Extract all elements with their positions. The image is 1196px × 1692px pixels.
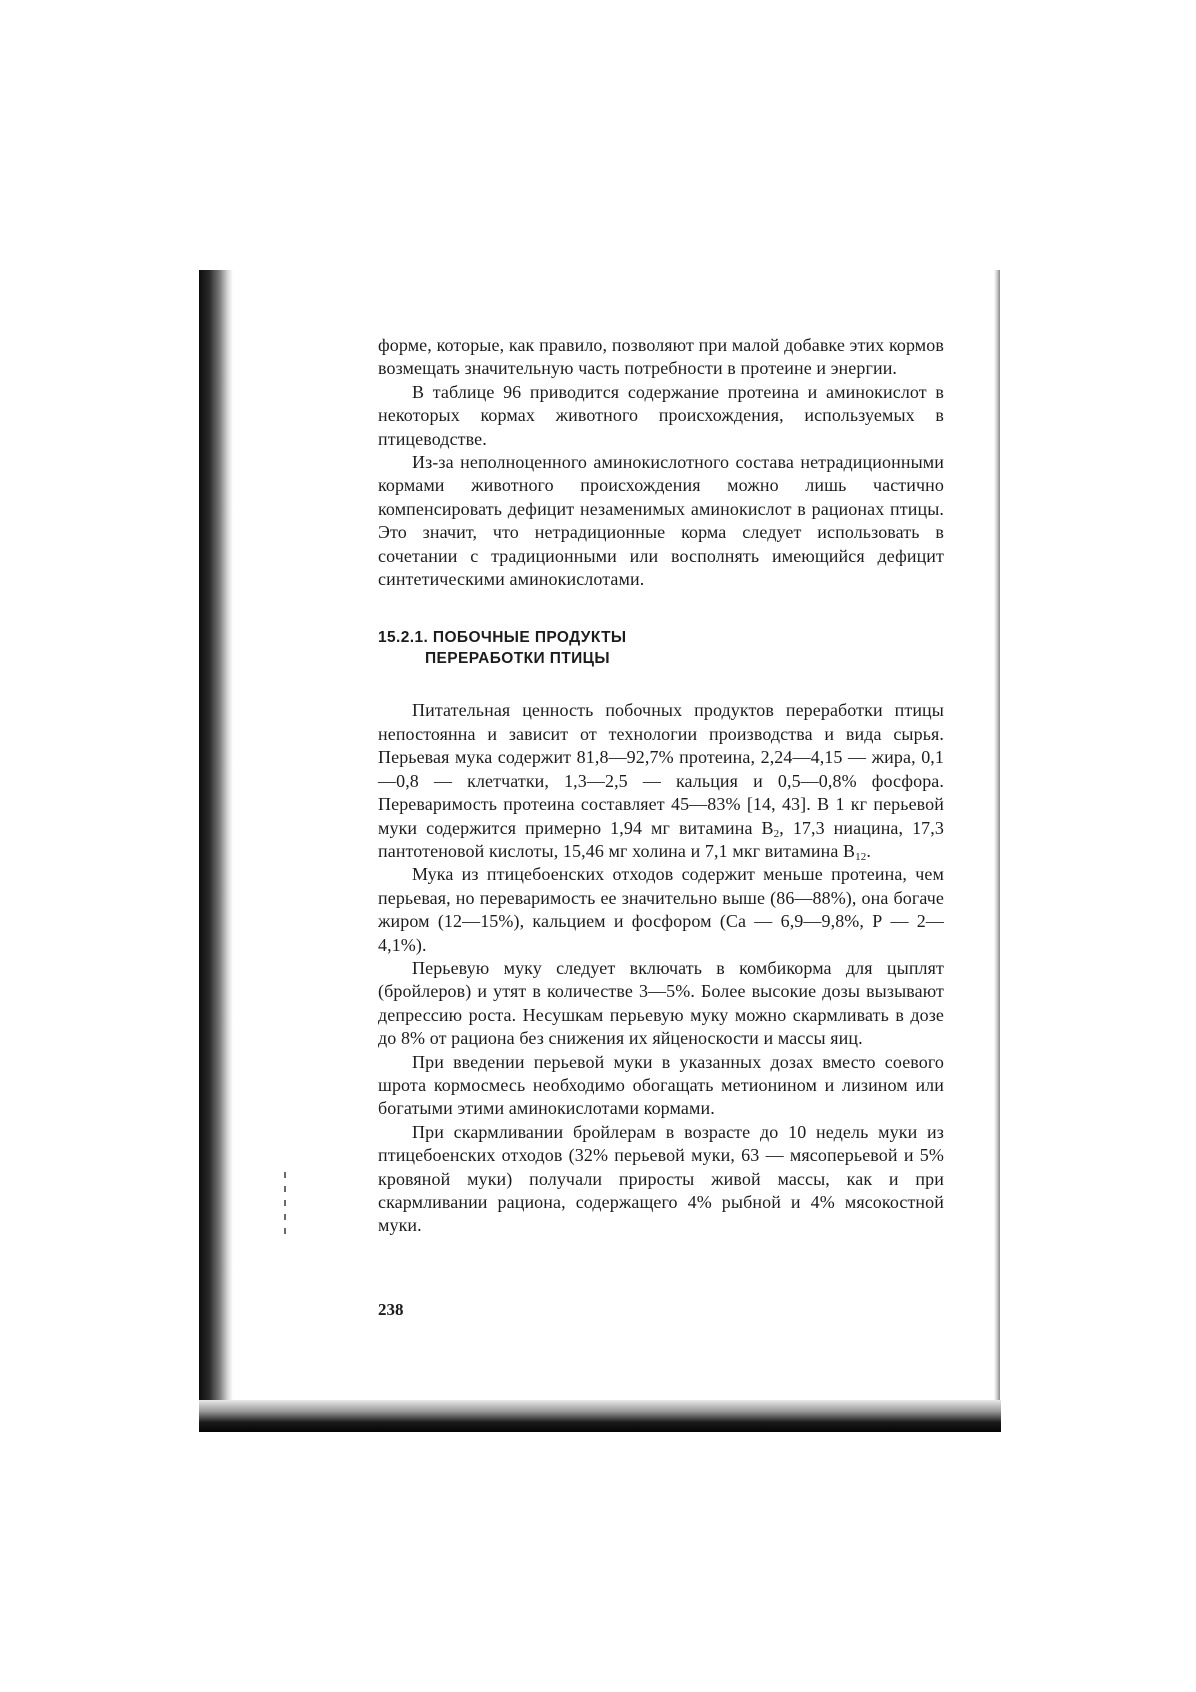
subscript-b2: 2: [773, 827, 780, 840]
margin-marks: [284, 1172, 286, 1242]
paragraph-table-96: В таблице 96 приводится содержание протеина и аминокислот в некоторых кормах животного происхождения, используемых в птицеводстве.: [378, 381, 944, 449]
section-number: 15.2.1.: [378, 629, 429, 647]
feather-meal-text-3: .: [866, 840, 871, 861]
section-title-line2: ПЕРЕРАБОТКИ ПТИЦЫ: [425, 650, 610, 668]
paragraph-continuation: форме, которые, как правило, позволяют при малой добавке этих кормов возмещать значительную часть потребности в протеине и энергии.: [378, 335, 944, 379]
page-number: 238: [378, 1300, 404, 1319]
subscript-b12: 12: [855, 850, 867, 863]
paragraph-slaughter-waste-meal: Мука из птицебоенских отходов содержит меньше протеина, чем перьевая, но переваримость ее значительно выше (86—88%), она богаче жиром (12—15%), кальцием и фосфором (Са — 6,9—9,8%, Р — 2—4,1%).: [378, 864, 944, 955]
feather-meal-text-1: Питательная ценность побочных продуктов переработки птицы непостоянна и зависит от технологии производства и вида сырья. Перьевая мука содержит 81,8—92,7% протеина, 2,24—4,15 — жира, 0,1—0,8 — клетчатки, 1,3—2,5 — кальция и 0,5—0,8% фосфора. Переваримость протеина составляет 45—83% [14, 43]. В 1 кг перьевой муки содержится примерно 1,94 мг витамина B: [378, 700, 944, 838]
section-heading: [378, 627, 944, 669]
paragraph-methionine-lysine: При введении перьевой муки в указанных дозах вместо соевого шрота кормосмесь необходимо обогащать метионином и лизином или богатыми этими аминокислотами кормами.: [378, 1051, 944, 1119]
paragraph-amino-deficit: Из-за неполноценного аминокислотного состава нетрадиционными кормами животного происхождения можно лишь частично компенсировать дефицит незаменимых аминокислот в рационах птицы. Это значит, что нетрадиционные корма следует использовать в сочетании с традиционными или восполнять имеющийся дефицит синтетическими аминокислотами.: [378, 452, 944, 590]
paragraph-broiler-feeding: При скармливании бройлерам в возрасте до 10 недель муки из птицебоенских отходов (32% перьевой муки, 63 — мясоперьевой и 5% кровяной муки) получали приросты живой массы, как и при скармливании рациона, содержащего 4% рыбной и 4% мясокостной муки.: [378, 1121, 944, 1236]
scan-right-edge: [994, 270, 1000, 1432]
scan-left-edge: [199, 270, 233, 1432]
page-text: [378, 334, 944, 1238]
feather-meal-text-2: , 17,3 ниацина, 17,3 пантотеновой кислоты, 15,46 мг холина и 7,1 мкг витамина B: [378, 817, 944, 861]
paragraph-feather-meal-dosage: Перьевую муку следует включать в комбикорма для цыплят (бройлеров) и утят в количестве 3—5%. Более высокие дозы вызывают депрессию роста. Несушкам перьевую муку можно скармливать в дозе до 8% от рациона без снижения их яйценоскости и массы яиц.: [378, 957, 944, 1049]
section-title-line1: ПОБОЧНЫЕ ПРОДУКТЫ: [432, 629, 627, 647]
paragraph-feather-meal: [378, 699, 944, 863]
scan-bottom-band: [199, 1400, 1001, 1432]
